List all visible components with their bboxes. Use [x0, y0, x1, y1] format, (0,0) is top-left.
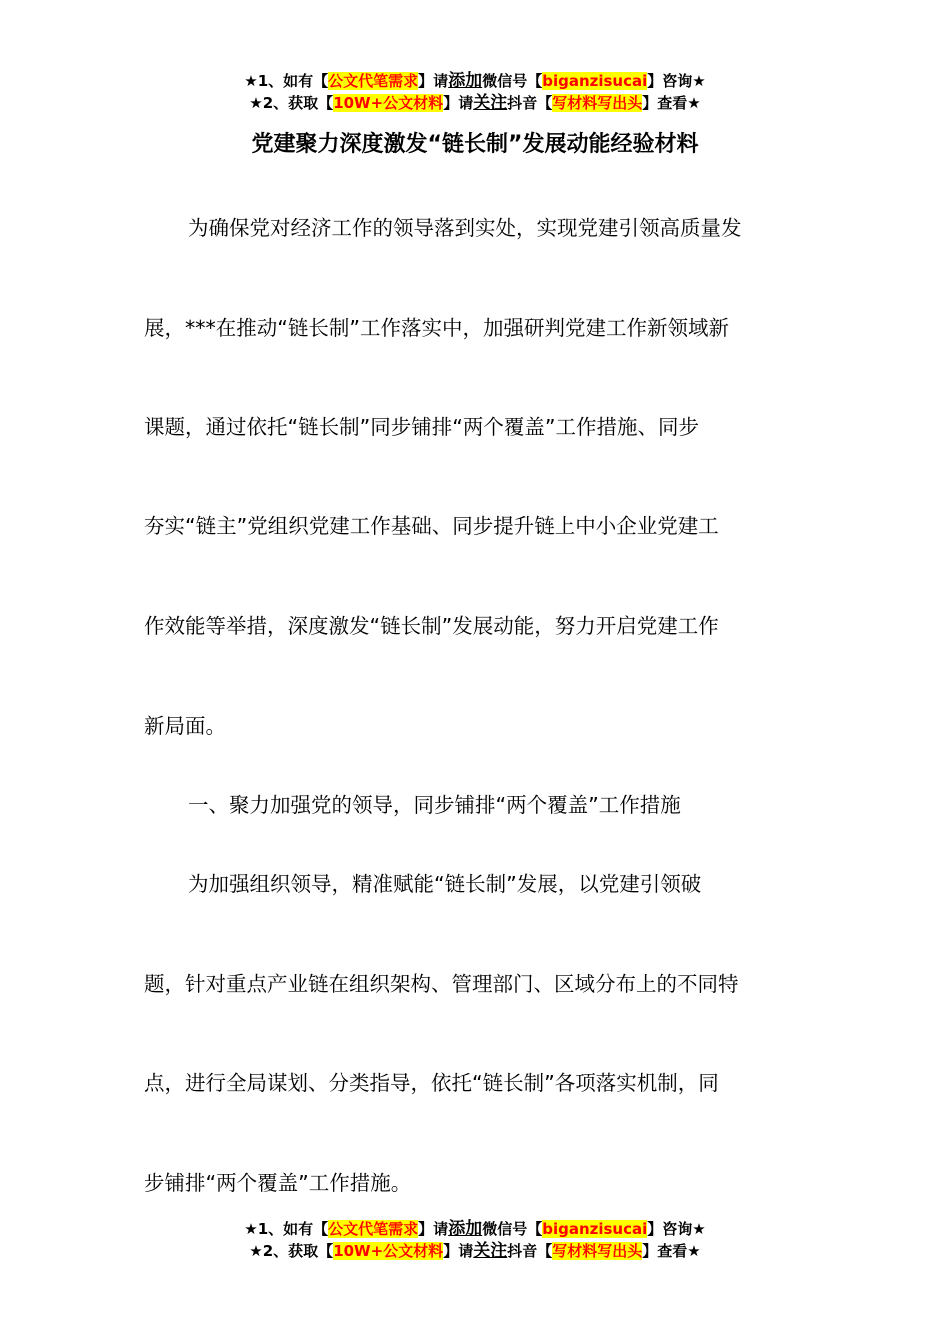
promo-highlight: 公文代笔需求 — [328, 72, 419, 90]
paragraph-line: 点，进行全局谋划、分类指导，依托“链长制”各项落实机制，同 — [144, 1071, 719, 1095]
promo-line-1 — [0, 70, 950, 92]
promo-text: 】查看★ — [642, 1242, 701, 1260]
promo-highlight: 10W+公文材料 — [333, 94, 444, 112]
promo-highlight: 公文代笔需求 — [328, 1220, 419, 1238]
promo-text: 】查看★ — [642, 94, 701, 112]
promo-emphasis: 关注 — [473, 1241, 508, 1261]
promo-text: 】请 — [443, 1242, 474, 1260]
section-heading: 一、聚力加强党的领导，同步铺排“两个覆盖”工作措施 — [188, 793, 681, 817]
promo-text: 】请 — [443, 94, 474, 112]
top-promo-banner — [0, 70, 950, 114]
promo-text: 】请 — [418, 72, 449, 90]
promo-emphasis: 添加 — [448, 1219, 483, 1239]
promo-emphasis: 添加 — [448, 71, 483, 91]
promo-line-1 — [0, 1218, 950, 1240]
bottom-promo-banner — [0, 1218, 950, 1262]
paragraph-line: 作效能等举措，深度激发“链长制”发展动能，努力开启党建工作 — [144, 614, 719, 638]
douyin-id-highlight: 写材料写出头 — [552, 1242, 643, 1260]
promo-text: 】咨询★ — [647, 1220, 706, 1238]
promo-line-2 — [0, 92, 950, 114]
paragraph-line: 步铺排“两个覆盖”工作措施。 — [144, 1171, 412, 1195]
promo-line-2 — [0, 1240, 950, 1262]
promo-text: ★1、如有【 — [244, 72, 329, 90]
promo-text: ★2、获取【 — [249, 1242, 334, 1260]
promo-text: 】咨询★ — [647, 72, 706, 90]
promo-highlight: 10W+公文材料 — [333, 1242, 444, 1260]
promo-text: 抖音【 — [507, 1242, 553, 1260]
document-title: 党建聚力深度激发“链长制”发展动能经验材料 — [251, 132, 699, 157]
promo-text: ★1、如有【 — [244, 1220, 329, 1238]
paragraph-line: 题，针对重点产业链在组织架构、管理部门、区域分布上的不同特 — [144, 972, 739, 996]
wechat-id-highlight: biganzisucai — [542, 72, 648, 90]
promo-text: 抖音【 — [507, 94, 553, 112]
paragraph-line: 课题，通过依托“链长制”同步铺排“两个覆盖”工作措施、同步 — [144, 415, 699, 439]
paragraph-line: 为加强组织领导，精准赋能“链长制”发展，以党建引领破 — [188, 872, 702, 896]
douyin-id-highlight: 写材料写出头 — [552, 94, 643, 112]
paragraph-line: 为确保党对经济工作的领导落到实处，实现党建引领高质量发 — [188, 216, 742, 240]
paragraph-line: 新局面。 — [144, 714, 226, 738]
paragraph-line: 展，***在推动“链长制”工作落实中，加强研判党建工作新领域新 — [144, 316, 729, 340]
promo-text: 微信号【 — [482, 1220, 543, 1238]
promo-emphasis: 关注 — [473, 93, 508, 113]
promo-text: ★2、获取【 — [249, 94, 334, 112]
promo-text: 微信号【 — [482, 72, 543, 90]
wechat-id-highlight: biganzisucai — [542, 1220, 648, 1238]
promo-text: 】请 — [418, 1220, 449, 1238]
paragraph-line: 夯实“链主”党组织党建工作基础、同步提升链上中小企业党建工 — [144, 514, 719, 538]
